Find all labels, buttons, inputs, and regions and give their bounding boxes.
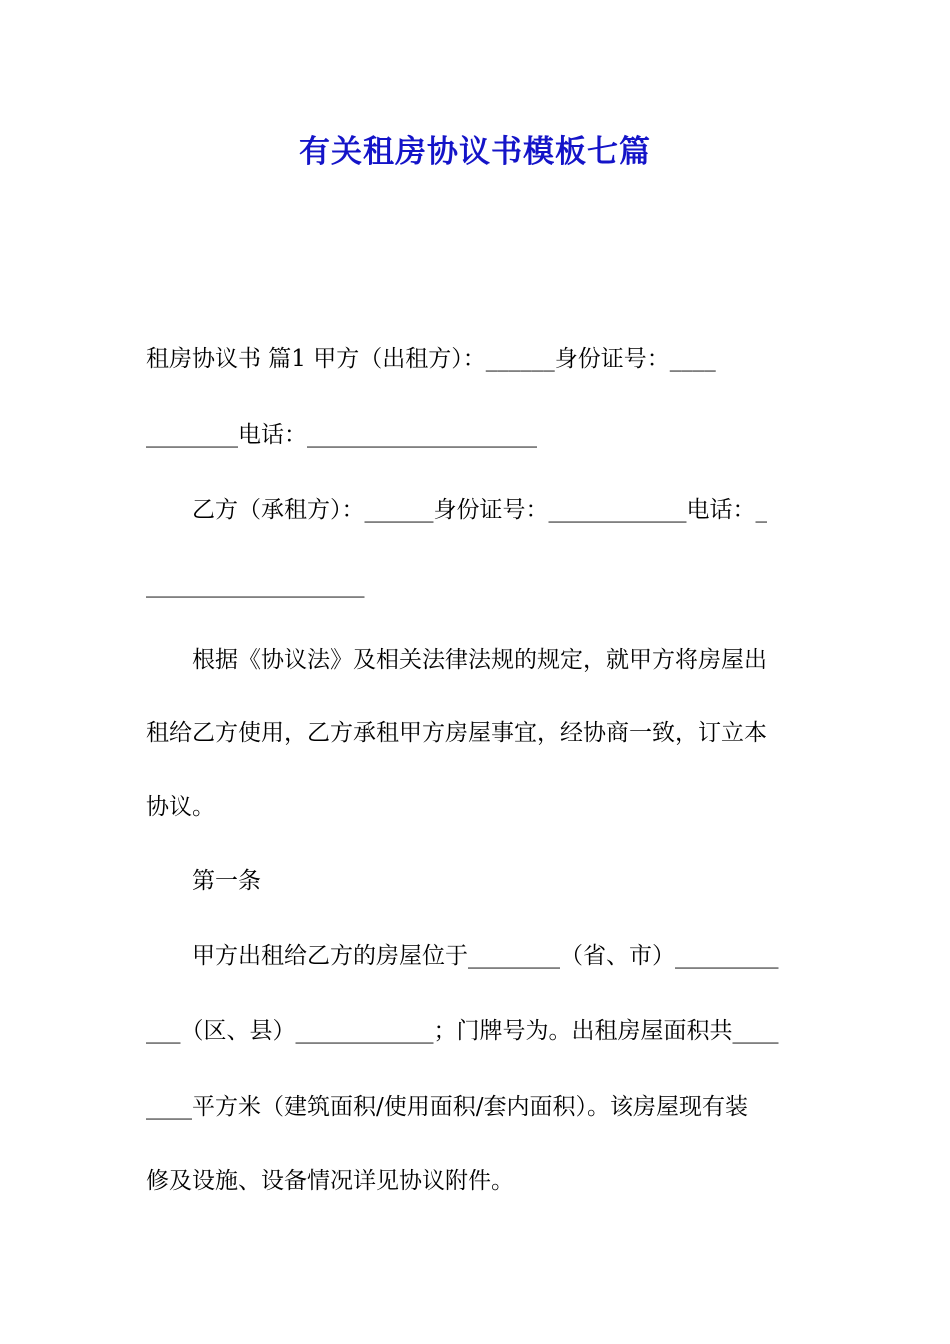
text-line-9: 甲方出租给乙方的房屋位于________（省、市）_________ xyxy=(192,943,779,969)
text-line-10: ___（区、县）____________；门牌号为。出租房屋面积共____ xyxy=(146,1018,779,1044)
text-line-3: 乙方（承租方）：______身份证号：____________电话：_ xyxy=(192,497,767,523)
text-line-4: ___________________ xyxy=(146,572,365,598)
text-line-1: 租房协议书 篇1 甲方（出租方）：______身份证号：____ xyxy=(146,346,716,372)
text-line-12: 修及设施、设备情况详见协议附件。 xyxy=(146,1168,514,1194)
text-line-5: 根据《协议法》及相关法律法规的规定，就甲方将房屋出 xyxy=(192,647,767,673)
text-line-7: 协议。 xyxy=(146,794,215,820)
text-line-2: ________电话：____________________ xyxy=(146,422,537,448)
text-line-6: 租给乙方使用，乙方承租甲方房屋事宜，经协商一致，订立本 xyxy=(146,720,767,746)
section-heading-article-1: 第一条 xyxy=(192,868,261,894)
text-line-11: ____平方米（建筑面积/使用面积/套内面积）。该房屋现有装 xyxy=(146,1094,748,1120)
document-title: 有关租房协议书模板七篇 xyxy=(299,134,651,170)
